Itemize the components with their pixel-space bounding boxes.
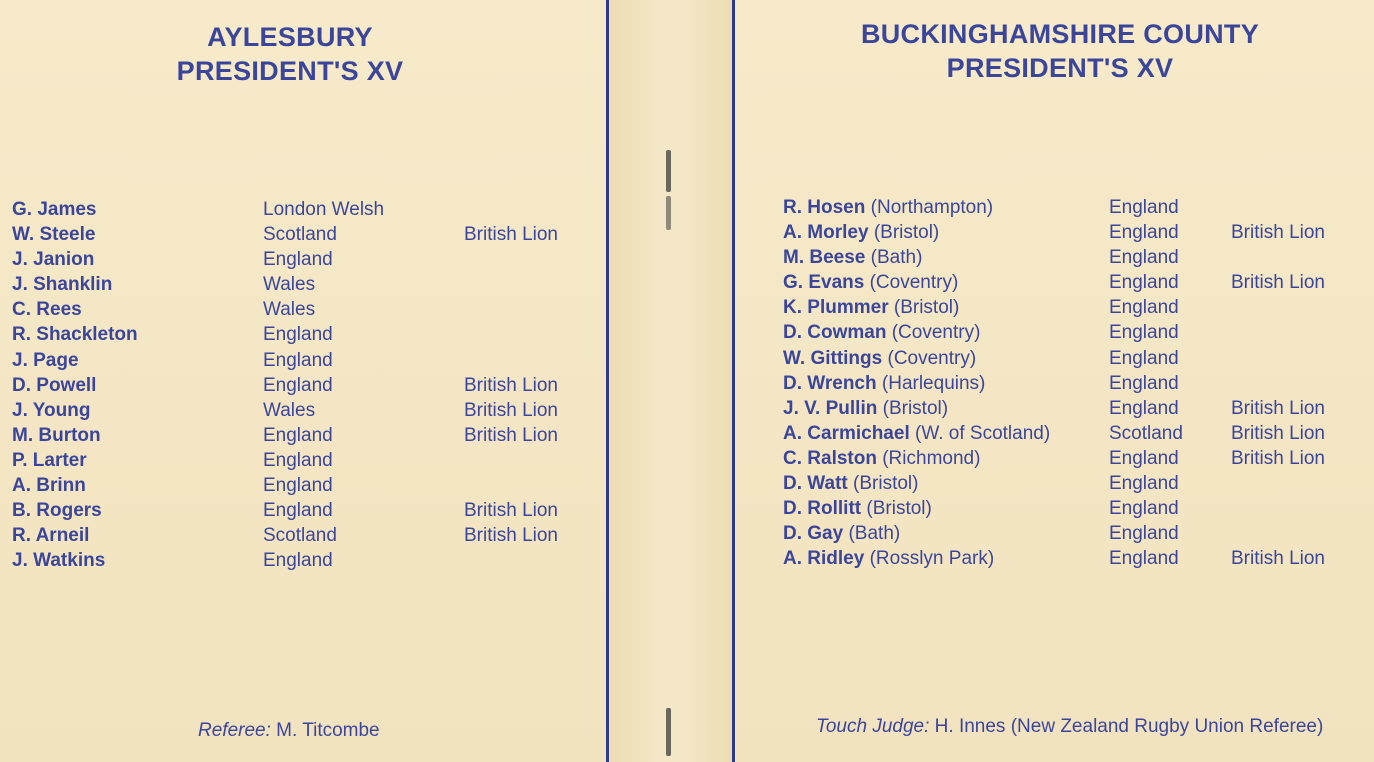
player-country: Wales — [263, 399, 316, 421]
player-name: J. Shanklin — [12, 274, 113, 296]
player-name: J. Young — [12, 399, 91, 421]
player-name: J. Watkins — [12, 550, 106, 572]
player-club: (W. of Scotland) — [915, 422, 1051, 444]
player-row — [783, 245, 1363, 270]
player-name: A. Morley — [783, 222, 869, 244]
player-country: England — [263, 349, 333, 371]
player-name: R. Arneil — [12, 525, 90, 547]
player-name: A. Carmichael — [783, 422, 910, 444]
staple-icon — [666, 150, 671, 192]
player-country: England — [263, 449, 333, 471]
player-row — [783, 270, 1363, 295]
player-club: (Rosslyn Park) — [869, 548, 995, 570]
player-club: (Bath) — [848, 523, 901, 545]
player-row — [783, 295, 1363, 320]
player-club: (Coventry) — [891, 322, 981, 344]
player-country: England — [263, 249, 333, 271]
referee-label: Referee: — [198, 720, 271, 741]
player-name: W. Steele — [12, 224, 96, 246]
player-name: W. Gittings — [783, 347, 883, 369]
touch-judge-line — [816, 716, 1323, 738]
player-row — [12, 498, 592, 523]
player-club: (Coventry) — [869, 272, 959, 294]
player-row — [783, 521, 1363, 546]
player-name: G. Evans — [783, 272, 865, 294]
player-country: England — [263, 550, 333, 572]
player-row — [783, 320, 1363, 345]
player-country: England — [1109, 197, 1179, 218]
player-name: D. Gay — [783, 523, 844, 545]
aylesbury-team-title — [70, 20, 510, 88]
buckinghamshire-roster — [783, 195, 1363, 571]
player-name: C. Ralston — [783, 447, 877, 469]
player-row — [12, 448, 592, 473]
player-name: D. Rollitt — [783, 498, 862, 520]
player-honour: British Lion — [464, 500, 558, 522]
player-row — [12, 197, 592, 222]
player-country: England — [1109, 548, 1179, 570]
player-name: M. Burton — [12, 424, 101, 446]
player-row — [783, 346, 1363, 371]
player-row — [783, 546, 1363, 571]
player-club: (Northampton) — [870, 197, 994, 218]
binding-gutter — [610, 0, 732, 762]
player-country: England — [1109, 297, 1179, 319]
player-row — [783, 396, 1363, 421]
player-honour: British Lion — [464, 374, 558, 396]
player-row — [12, 247, 592, 272]
player-name: M. Beese — [783, 247, 866, 269]
player-honour: British Lion — [1231, 222, 1325, 244]
player-country: England — [263, 374, 333, 396]
player-country: Scotland — [263, 224, 337, 246]
player-country: England — [1109, 523, 1179, 545]
player-row — [12, 373, 592, 398]
player-name: J. Page — [12, 349, 79, 371]
player-row — [12, 348, 592, 373]
player-club: (Bristol) — [882, 397, 949, 419]
player-country: England — [1109, 222, 1179, 244]
player-honour: British Lion — [1231, 447, 1325, 469]
player-club: (Coventry) — [887, 347, 977, 369]
player-row — [12, 398, 592, 423]
player-honour: British Lion — [464, 525, 558, 547]
player-name: B. Rogers — [12, 500, 102, 522]
player-name: D. Wrench — [783, 372, 877, 394]
player-club: (Richmond) — [882, 447, 981, 469]
player-club: (Bristol) — [866, 498, 932, 520]
player-row — [783, 496, 1363, 521]
player-country: England — [1109, 447, 1179, 469]
player-honour: British Lion — [464, 399, 558, 421]
player-row — [12, 272, 592, 297]
player-row — [783, 421, 1363, 446]
player-club: (Bristol) — [873, 222, 940, 244]
player-row — [12, 523, 592, 548]
referee-line — [198, 720, 380, 742]
staple-icon — [666, 196, 671, 230]
player-row — [783, 195, 1363, 220]
player-country: England — [263, 324, 333, 346]
player-name: A. Brinn — [12, 475, 86, 497]
player-honour: British Lion — [1231, 548, 1325, 570]
player-name: A. Ridley — [783, 548, 865, 570]
player-country: England — [1109, 473, 1179, 495]
player-country: England — [1109, 397, 1179, 419]
player-row — [12, 222, 592, 247]
player-row — [12, 423, 592, 448]
player-row — [783, 371, 1363, 396]
player-name: G. James — [12, 199, 97, 220]
player-honour: British Lion — [464, 224, 558, 246]
player-name: D. Watt — [783, 473, 848, 495]
player-name: D. Powell — [12, 374, 97, 396]
player-club: (Bath) — [870, 247, 923, 269]
player-row — [783, 446, 1363, 471]
player-country: England — [1109, 322, 1179, 344]
player-name: C. Rees — [12, 299, 82, 321]
player-country: England — [1109, 372, 1179, 394]
player-country: England — [263, 500, 333, 522]
player-name: D. Cowman — [783, 322, 887, 344]
player-country: England — [1109, 498, 1179, 520]
player-name: R. Hosen — [783, 197, 866, 218]
player-country: England — [263, 475, 333, 497]
aylesbury-roster — [12, 197, 592, 573]
right-border-rule — [732, 0, 735, 762]
player-country: Scotland — [263, 525, 337, 547]
player-country: London Welsh — [263, 199, 385, 220]
player-row — [12, 473, 592, 498]
player-row — [783, 220, 1363, 245]
player-honour: British Lion — [1231, 397, 1325, 419]
player-name: R. Shackleton — [12, 324, 138, 346]
player-country: England — [1109, 347, 1179, 369]
staple-icon — [666, 708, 671, 756]
player-club: (Bristol) — [893, 297, 960, 319]
player-country: Wales — [263, 299, 316, 321]
player-name: P. Larter — [12, 449, 87, 471]
player-name: J. Janion — [12, 249, 95, 271]
player-country: Wales — [263, 274, 316, 296]
title-line: PRESIDENT'S XV — [176, 56, 404, 86]
title-line: AYLESBURY — [207, 22, 373, 52]
player-row — [783, 471, 1363, 496]
player-row — [12, 322, 592, 347]
title-line: PRESIDENT'S XV — [946, 53, 1174, 83]
touch-judge-label: Touch Judge: — [816, 716, 930, 737]
player-row — [12, 548, 592, 573]
player-country: England — [1109, 272, 1179, 294]
player-club: (Bristol) — [853, 473, 919, 495]
player-club: (Harlequins) — [881, 372, 986, 394]
player-country: England — [1109, 247, 1179, 269]
player-honour: British Lion — [1231, 272, 1325, 294]
player-honour: British Lion — [464, 424, 558, 446]
touch-judge-name: H. Innes (New Zealand Rugby Union Referee) — [934, 716, 1324, 737]
title-line: BUCKINGHAMSHIRE COUNTY — [860, 19, 1260, 49]
referee-name: M. Titcombe — [276, 720, 380, 741]
player-row — [12, 297, 592, 322]
player-country: England — [263, 424, 333, 446]
player-name: K. Plummer — [783, 297, 889, 319]
player-honour: British Lion — [1231, 422, 1325, 444]
player-country: Scotland — [1109, 422, 1183, 444]
buckinghamshire-team-title — [790, 17, 1330, 85]
left-border-rule — [606, 0, 609, 762]
player-name: J. V. Pullin — [783, 397, 878, 419]
